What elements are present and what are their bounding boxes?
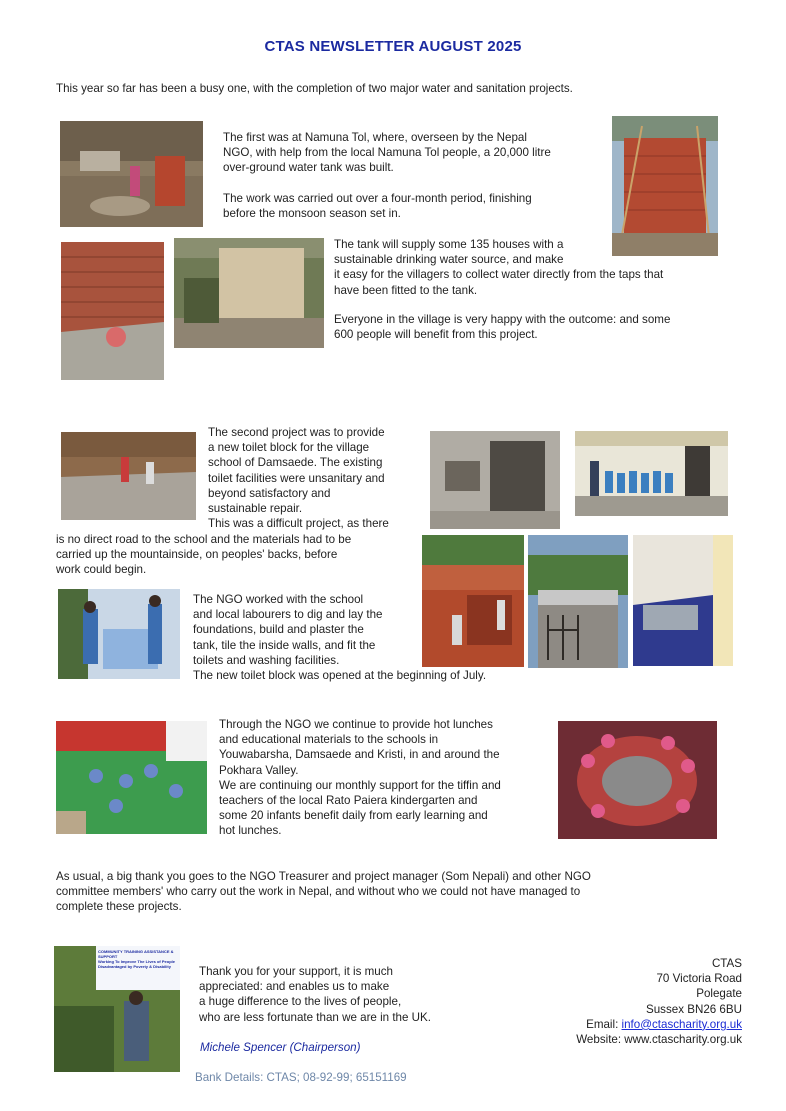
section2-paragraph-2: is no direct road to the school and the materials had to be carried up the mountainside, on peoples' backs, before work could begin.	[56, 533, 352, 577]
children-circle-photo	[558, 721, 717, 839]
intro-text: This year so far has been a busy one, with the completion of two major water and sanitation projects.	[56, 82, 573, 95]
section1-paragraph-1: The first was at Namuna Tol, where, overseen by the Nepal NGO, with help from the local Namuna Tol people, a 20,000 litre over-ground water tank was built.	[223, 131, 551, 175]
section2-paragraph-1: The second project was to provide a new toilet block for the village school of Damsaede. The existing toilet facilities were unsanitary and beyond satisfactory and sustainable repair. This was a difficult project, as there	[208, 426, 389, 531]
address-line-3: Sussex BN26 6BU	[645, 1002, 742, 1016]
page-title: CTAS NEWSLETTER AUGUST 2025	[264, 38, 522, 55]
address-line-1: 70 Victoria Road	[656, 972, 742, 986]
excavation-site-photo	[61, 432, 196, 520]
students-washbasin-photo	[58, 589, 180, 679]
email-link[interactable]: info@ctascharity.org.uk	[621, 1017, 742, 1031]
section1-paragraph-3: The tank will supply some 135 houses with a sustainable drinking water source, and make it easy for the villagers to collect water directly from the taps that have been fitted to the tank.	[334, 238, 664, 297]
email-label: Email:	[586, 1017, 622, 1031]
construction-site-photo	[60, 121, 203, 227]
classroom-children-photo	[56, 721, 207, 834]
toilet-block-exterior-photo	[528, 535, 628, 668]
toilet-pit-photo	[430, 431, 560, 529]
section1-paragraph-2: The work was carried out over a four-month period, finishing before the monsoon season set in.	[223, 192, 532, 221]
plastered-tank-photo	[174, 238, 324, 348]
trench-digging-photo	[422, 535, 524, 667]
address-line-2: Polegate	[696, 987, 742, 1001]
footer-message: Thank you for your support, it is much appreciated: and enables us to make a huge difference to the lives of people, who are less fortunate than we are in the UK.	[199, 965, 432, 1024]
leaflet-photo	[54, 946, 180, 1072]
thanks-paragraph: As usual, a big thank you goes to the NGO Treasurer and project manager (Som Nepali) and other NGO committee members' who carry out the work in Nepal, and without who we could not have managed to complete these projects.	[56, 870, 591, 914]
address-block	[520, 956, 742, 1047]
bank-details: Bank Details: CTAS; 08-92-99; 65151169	[195, 1071, 407, 1084]
brick-tank-scaffold-photo	[612, 116, 718, 256]
website-line: Website: www.ctascharity.org.uk	[576, 1033, 742, 1047]
signature: Michele Spencer (Chairperson)	[200, 1041, 361, 1054]
tiled-interior-photo	[633, 535, 733, 666]
leaflet-text: COMMUNITY TRAINING ASSISTANCE & SUPPORT Working To Improve The Lives of People Disadvantaged by Poverty & Disability	[98, 949, 175, 969]
address-org: CTAS	[711, 957, 742, 970]
email-line	[520, 1017, 742, 1032]
section2-paragraph-3: The NGO worked with the school and local labourers to dig and lay the foundations, build and plaster the tank, tile the inside walls, and fit the toilets and washing facilities.	[193, 593, 383, 667]
section2-paragraph-4: The new toilet block was opened at the beginning of July.	[193, 669, 487, 682]
brick-wall-interior-photo	[61, 242, 164, 380]
school-group-photo	[575, 431, 728, 516]
section3-paragraph-1: Through the NGO we continue to provide hot lunches and educational materials to the schools in Youwabarsha, Damsaede and Kristi, in and around the Pokhara Valley. We are continuing our monthly support for the tiffin and teachers of the local Rato Paiera kindergarten and some 20 infants benefit daily from early learning and hot lunches.	[219, 718, 501, 838]
section1-paragraph-4: Everyone in the village is very happy with the outcome: and some 600 people will benefit from this project.	[334, 313, 671, 342]
